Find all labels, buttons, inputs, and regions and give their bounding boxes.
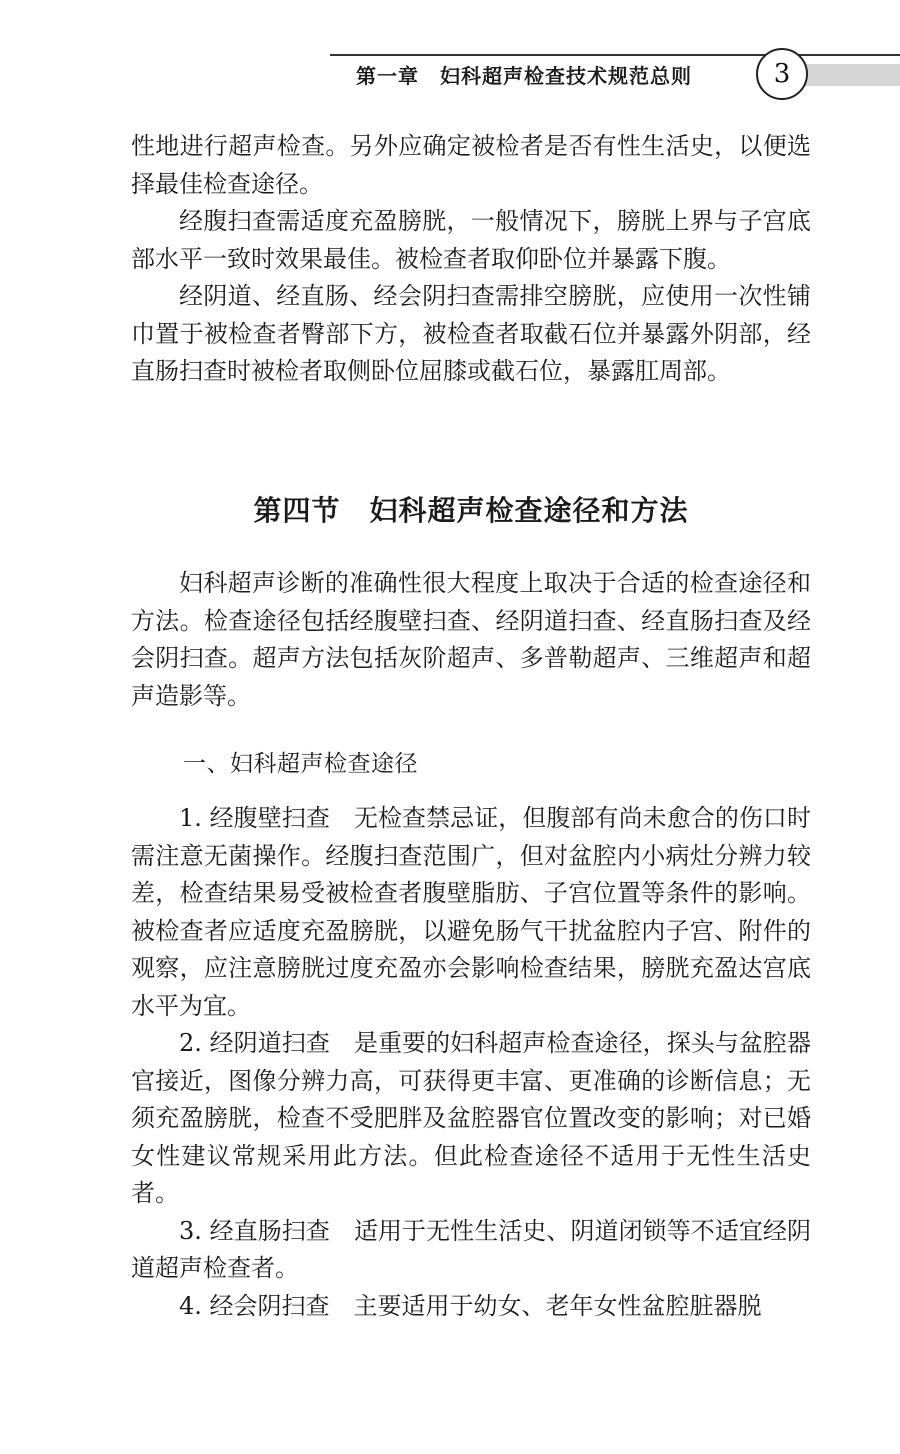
- list-item: 4. 经会阴扫查 主要适用于幼女、老年女性盆腔脏器脱: [179, 1291, 762, 1320]
- list-item: 3. 经直肠扫查 适用于无性生活史、阴道闭锁等不适宜经阴道超声检查者。: [131, 1216, 811, 1282]
- continued-text: [131, 128, 811, 391]
- paragraph: 性地进行超声检查。另外应确定被检者是否有性生活史，以便选择最佳检查途径。: [131, 132, 811, 198]
- page-number: 3: [756, 48, 808, 100]
- section-title: 第四节 妇科超声检查途径和方法: [253, 494, 689, 527]
- paragraph: 经阴道、经直肠、经会阴扫查需排空膀胱，应使用一次性铺巾置于被检查者臀部下方，被检查者取截石位并暴露外阴部，经直肠扫查时被检者取侧卧位屈膝或截石位，暴露肛周部。: [131, 282, 811, 385]
- method-list: [131, 800, 811, 1325]
- paragraph: 妇科超声诊断的准确性很大程度上取决于合适的检查途径和方法。检查途径包括经腹壁扫查、经阴道扫查、经直肠扫查及经会阴扫查。超声方法包括灰阶超声、多普勒超声、三维超声和超声造影等。: [131, 569, 811, 710]
- section-intro: [131, 565, 811, 715]
- subheading: 一、妇科超声检查途径: [183, 751, 418, 777]
- list-item: 2. 经阴道扫查 是重要的妇科超声检查途径，探头与盆腔器官接近，图像分辨力高，可获得更丰富、更准确的诊断信息；无须充盈膀胱，检查不受肥胖及盆腔器官位置改变的影响；对已婚女性建议常规采用此方法。但此检查途径不适用于无性生活史者。: [131, 1029, 811, 1207]
- list-item: 1. 经腹壁扫查 无检查禁忌证，但腹部有尚未愈合的伤口时需注意无菌操作。经腹扫查范围广，但对盆腔内小病灶分辨力较差，检查结果易受被检查者腹壁脂肪、子宫位置等条件的影响。被检查者应适度充盈膀胱，以避免肠气干扰盆腔内子宫、附件的观察，应注意膀胱过度充盈亦会影响检查结果，膀胱充盈达宫底水平为宜。: [131, 804, 811, 1020]
- running-head: [0, 0, 900, 110]
- paragraph: 经腹扫查需适度充盈膀胱，一般情况下，膀胱上界与子宫底部水平一致时效果最佳。被检查者取仰卧位并暴露下腹。: [131, 207, 811, 273]
- chapter-title: 第一章 妇科超声检查技术规范总则: [356, 64, 692, 88]
- header-rule: [330, 54, 900, 56]
